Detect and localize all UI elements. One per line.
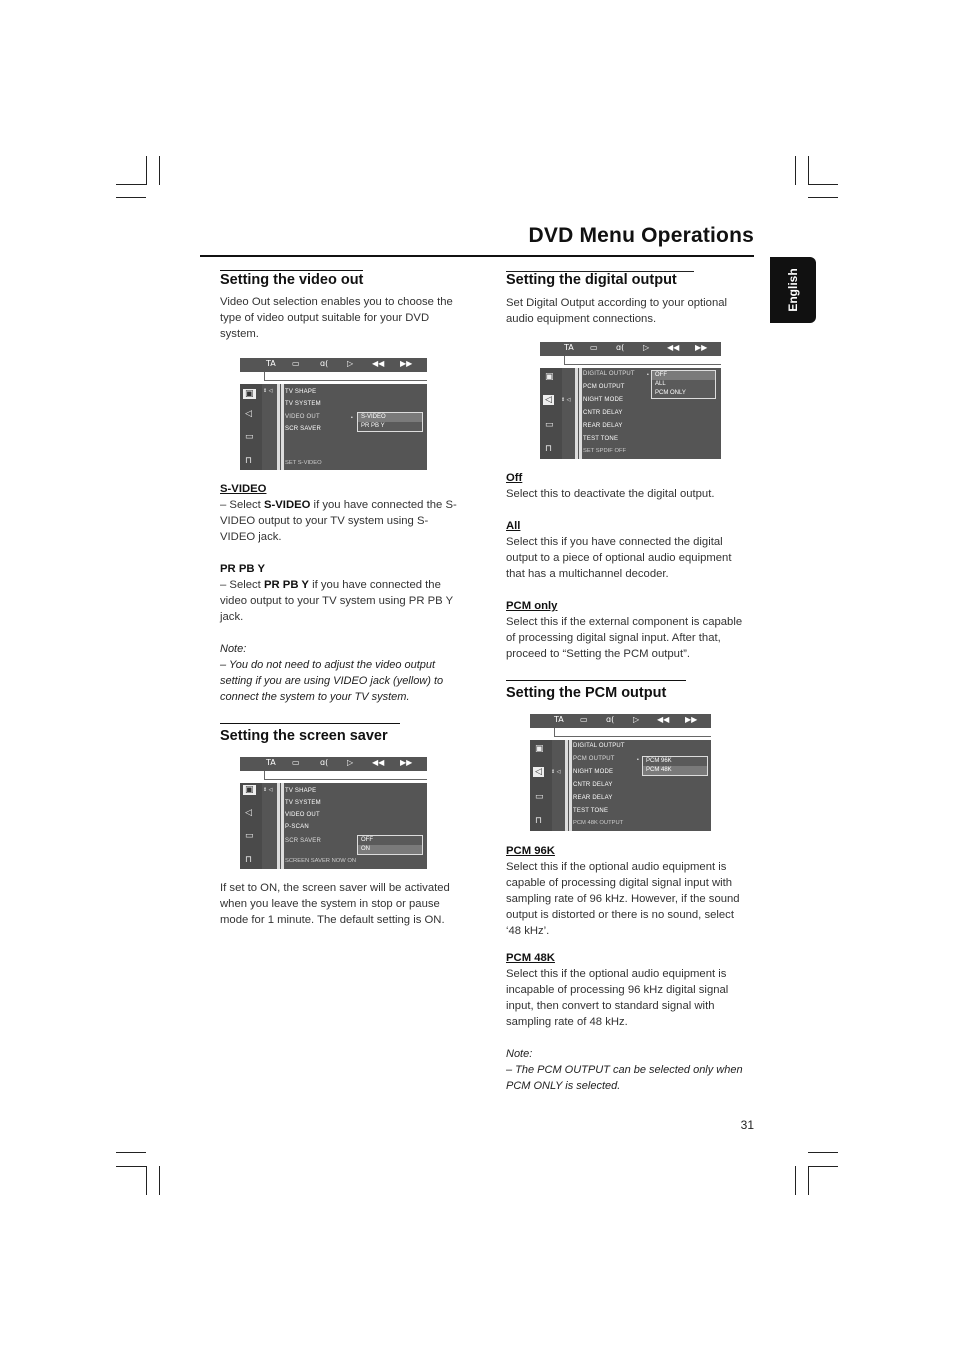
section-heading: Setting the screen saver (220, 728, 388, 744)
heading-rule (506, 680, 686, 681)
section-heading: Setting the PCM output (506, 685, 667, 701)
subheading: PR PB Y (220, 563, 265, 575)
bullet-icon: • (637, 757, 639, 763)
osd-menu-item: NIGHT MODE (573, 769, 614, 775)
osd-menu-item: SCR SAVER (285, 426, 322, 432)
digital-output-options (506, 470, 746, 662)
video-setup-icon: ▣ (545, 372, 554, 382)
osd-topbar (240, 358, 427, 372)
audio-icon: ɑ( (616, 343, 625, 352)
osd-menu-item: VIDEO OUT (285, 812, 320, 818)
subheading: All (506, 520, 521, 532)
paragraph: – Select S-VIDEO if you have connected the S-VIDEO output to your TV system using S-VIDEO jack. (220, 499, 457, 543)
rewind-icon: ◀◀ (372, 359, 385, 368)
crop-mark (795, 1166, 796, 1195)
rewind-icon: ◀◀ (657, 715, 670, 724)
osd-option: PR PB Y (361, 423, 385, 429)
osd-menu-item: PCM OUTPUT (583, 384, 625, 390)
osd-menu-item: PCM OUTPUT (573, 756, 615, 762)
osd-footer: PCM 48K OUTPUT (573, 820, 624, 826)
speaker-icon: ◁ (245, 409, 252, 419)
osd-menu-item: TV SYSTEM (285, 401, 321, 407)
lock-icon: ⊓ (245, 456, 253, 466)
osd-menu-item: DIGITAL OUTPUT (583, 371, 635, 377)
crop-mark (116, 1152, 146, 1153)
speaker-icon: ◁ (545, 395, 552, 405)
crop-mark (808, 1152, 838, 1153)
speaker-icon: ◁ (245, 808, 252, 818)
forward-icon: ▶▶ (400, 758, 413, 767)
heading-rule (506, 271, 694, 272)
osd-option: ALL (655, 381, 666, 387)
title-icon: TA (266, 359, 276, 368)
note-text: – You do not need to adjust the video output setting if you are using VIDEO jack (yellow) to connect the system to your TV system. (220, 659, 444, 703)
language-tab-label: English (786, 268, 800, 312)
paragraph: Select this to deactivate the digital output. (506, 488, 715, 500)
paragraph: Select this if the optional audio equipment is capable of processing digital signal input with sampling rate of 96 kHz. However, if the sound output is distorted or there is no sound, select ‘48 kHz’. (506, 861, 740, 937)
note-text: – The PCM OUTPUT can be selected only when PCM ONLY is selected. (506, 1064, 743, 1092)
osd-menu-item: TEST TONE (583, 436, 619, 442)
paragraph: If set to ON, the screen saver will be activated when you leave the system in stop or pause mode for 1 minute. The default setting is ON. (220, 882, 450, 926)
subheading: PCM 96K (506, 845, 555, 857)
osd-menu-item: NIGHT MODE (583, 397, 624, 403)
crop-mark (808, 156, 809, 185)
osd-option: PCM 48K (643, 766, 707, 775)
osd-topbar (240, 757, 427, 771)
osd-menu-item: VIDEO OUT (285, 414, 320, 420)
audio-icon: ɑ( (320, 359, 329, 368)
audio-icon: ɑ( (320, 758, 329, 767)
language-tab (770, 257, 816, 323)
osd-footer: SCREEN SAVER NOW ON (285, 858, 357, 864)
osd-option: PCM 96K (646, 758, 672, 764)
audio-icon: ɑ( (606, 715, 615, 724)
video-setup-icon: ▣ (245, 389, 254, 399)
osd-footer: SET S-VIDEO (285, 460, 322, 466)
paragraph: Select this if the optional audio equipment is incapable of processing 96 kHz digital signal input, then convert to standard signal with sampling rate of 48 kHz. (506, 968, 729, 1028)
crop-mark (808, 197, 838, 198)
osd-option: S-VIDEO (358, 413, 422, 422)
play-icon: ▷ (347, 359, 354, 368)
subheading: Off (506, 472, 523, 484)
subheading: S-VIDEO (220, 483, 267, 495)
osd-menu-item: SCR SAVER (285, 838, 322, 844)
paragraph: – Select PR PB Y if you have connected the video output to your TV system using PR PB Y jack. (220, 579, 453, 623)
osd-menu-item: REAR DELAY (583, 423, 623, 429)
osd-topbar (540, 342, 721, 356)
osd-menu-item: P-SCAN (285, 824, 309, 830)
osd-menu-item: TV SYSTEM (285, 800, 321, 806)
display-icon: ▭ (292, 359, 300, 368)
osd-menu-item: CNTR DELAY (583, 410, 623, 416)
video-out-options (220, 481, 460, 705)
section-screen-saver (220, 723, 460, 745)
section-heading: Setting the video out (220, 272, 364, 288)
crop-mark (116, 184, 146, 185)
play-icon: ▷ (347, 758, 354, 767)
page-number: 31 (740, 1118, 754, 1132)
paragraph: Video Out selection enables you to choose the type of video output suitable for your DVD system. (220, 296, 453, 340)
screen-saver-text (220, 880, 460, 928)
rewind-icon: ◀◀ (372, 758, 385, 767)
osd-pcm-output (530, 714, 711, 831)
osd-menu-item: REAR DELAY (573, 795, 613, 801)
osd-option: PCM ONLY (655, 390, 686, 396)
play-icon: ▷ (633, 715, 640, 724)
osd-option: OFF (652, 371, 715, 380)
bullet-icon: • (647, 372, 649, 378)
arrow-icon: ⇕ ◁ (263, 787, 273, 793)
crop-mark (808, 1166, 838, 1167)
title-rule (200, 255, 754, 257)
paragraph: Select this if the external component is capable of processing digital signal input. After that, proceed to “Setting the PCM output”. (506, 616, 743, 660)
osd-options-popup (642, 756, 708, 776)
video-setup-icon: ▣ (245, 785, 254, 795)
osd-option: OFF (361, 837, 373, 843)
osd-topbar (530, 714, 711, 728)
title-icon: TA (266, 758, 276, 767)
play-icon: ▷ (643, 343, 650, 352)
note-label: Note: (506, 1048, 533, 1060)
heading-rule (220, 723, 400, 724)
note-label: Note: (220, 643, 247, 655)
paragraph: Select this if you have connected the digital output to a piece of optional audio equipment that has a multichannel decoder. (506, 536, 732, 580)
rewind-icon: ◀◀ (667, 343, 680, 352)
crop-mark (146, 156, 147, 185)
screen-icon: ▭ (535, 792, 544, 802)
forward-icon: ▶▶ (400, 359, 413, 368)
subheading: PCM only (506, 600, 558, 612)
screen-icon: ▭ (245, 432, 254, 442)
display-icon: ▭ (590, 343, 598, 352)
bullet-icon: • (351, 415, 353, 421)
crop-mark (159, 156, 160, 185)
speaker-icon: ◁ (535, 767, 542, 777)
lock-icon: ⊓ (545, 444, 553, 454)
paragraph: Set Digital Output according to your optional audio equipment connections. (506, 297, 728, 325)
osd-screen-saver (240, 757, 427, 869)
crop-mark (116, 1166, 146, 1167)
crop-mark (808, 1166, 809, 1195)
arrow-icon: ⇕ ◁ (551, 769, 561, 775)
osd-options-popup (357, 412, 423, 432)
display-icon: ▭ (580, 715, 588, 724)
screen-icon: ▭ (245, 831, 254, 841)
osd-menu-item: TV SHAPE (285, 389, 317, 395)
osd-menu-item: CNTR DELAY (573, 782, 613, 788)
osd-video-out (240, 358, 427, 470)
osd-digital-output (540, 342, 721, 459)
crop-mark (146, 1166, 147, 1195)
page-title: DVD Menu Operations (528, 224, 754, 247)
osd-menu-item: DIGITAL OUTPUT (573, 743, 625, 749)
screen-icon: ▭ (545, 420, 554, 430)
forward-icon: ▶▶ (685, 715, 698, 724)
osd-footer: SET SPDIF OFF (583, 448, 627, 454)
subheading: PCM 48K (506, 952, 555, 964)
title-icon: TA (554, 715, 564, 724)
osd-menu-item: TEST TONE (573, 808, 609, 814)
display-icon: ▭ (292, 758, 300, 767)
osd-options-popup (651, 370, 716, 399)
osd-menu-item: TV SHAPE (285, 788, 317, 794)
section-video-out (220, 271, 460, 342)
crop-mark (808, 184, 838, 185)
title-icon: TA (564, 343, 574, 352)
section-heading: Setting the digital output (506, 272, 677, 288)
video-setup-icon: ▣ (535, 744, 544, 754)
arrow-icon: ⇕ ◁ (561, 397, 571, 403)
arrow-icon: ⇕ ◁ (263, 388, 273, 394)
section-pcm-output (506, 680, 746, 702)
lock-icon: ⊓ (535, 816, 543, 826)
pcm-output-options (506, 843, 746, 1094)
crop-mark (116, 197, 146, 198)
section-digital-output (506, 271, 746, 327)
lock-icon: ⊓ (245, 855, 253, 865)
osd-option: ON (358, 845, 422, 854)
crop-mark (159, 1166, 160, 1195)
osd-options-popup (357, 835, 423, 855)
forward-icon: ▶▶ (695, 343, 708, 352)
crop-mark (795, 156, 796, 185)
